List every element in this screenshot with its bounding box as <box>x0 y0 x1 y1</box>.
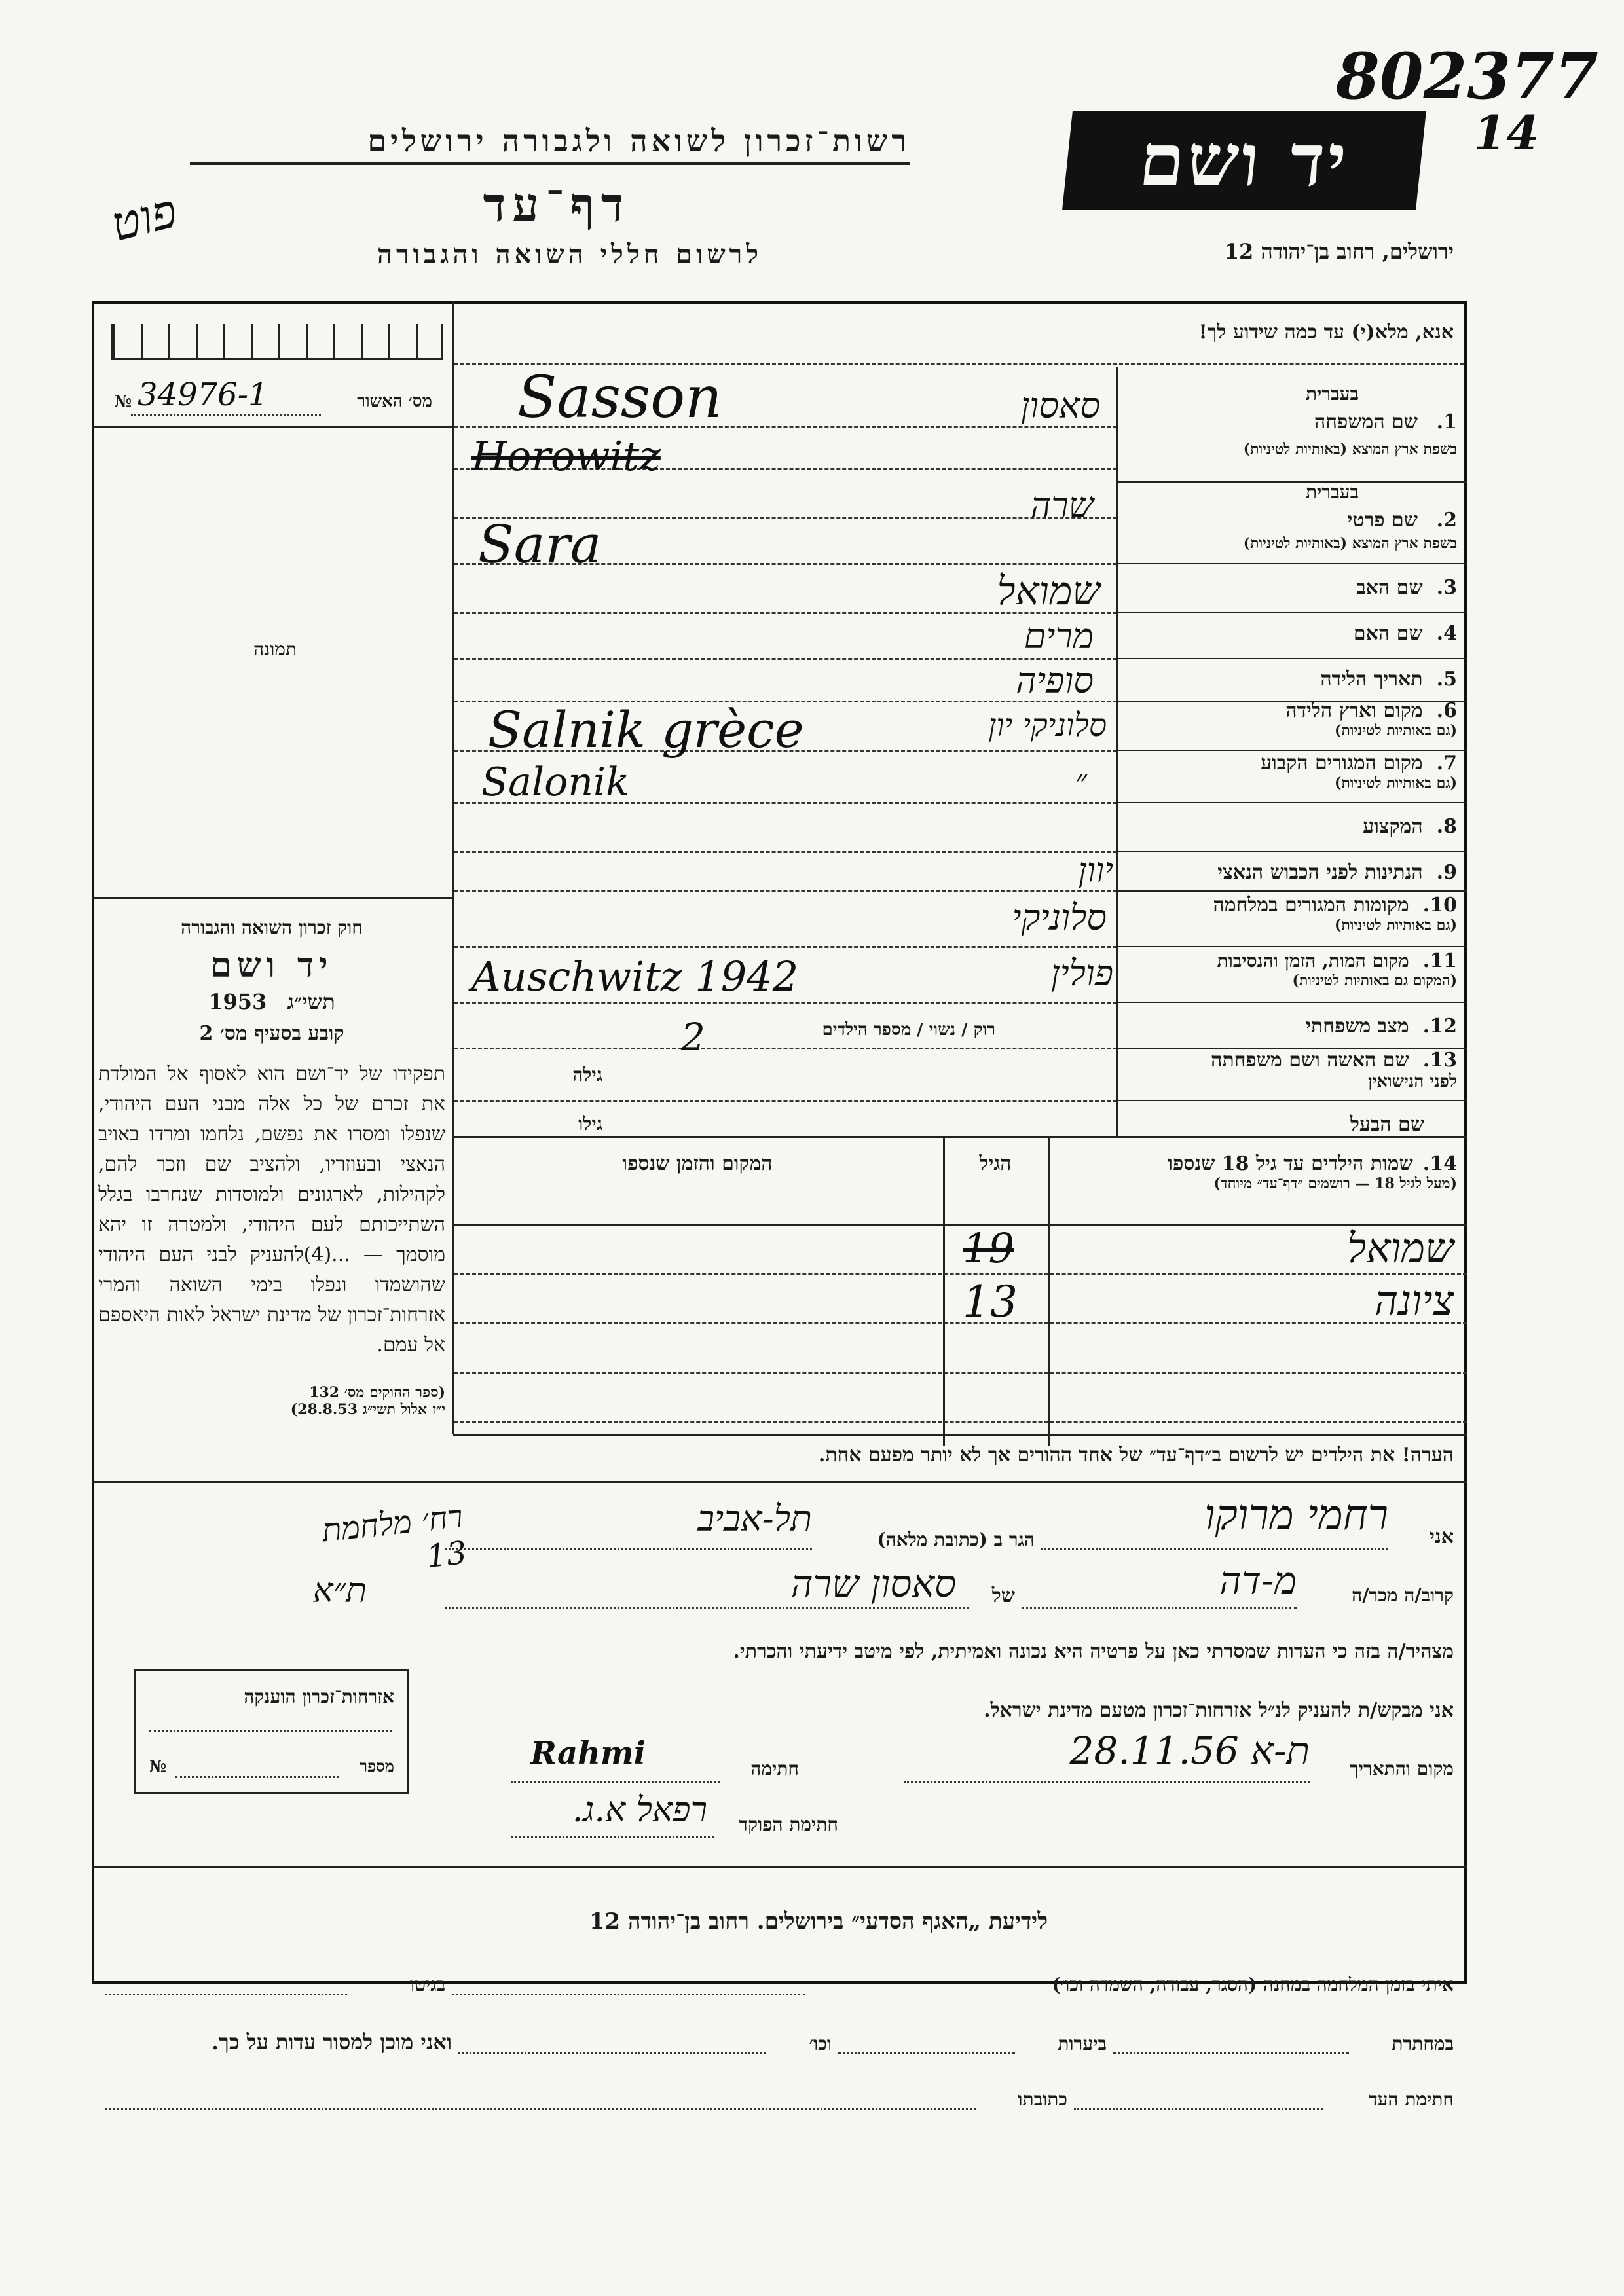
footer-line1-rule <box>452 1994 805 1995</box>
decl-relative-rule <box>1022 1607 1297 1609</box>
field-rule-13 <box>454 1100 1116 1102</box>
field-1-number: 1. <box>1436 410 1457 433</box>
footer-etc-rule <box>458 2052 766 2054</box>
decl-margin-note: ת״א <box>312 1571 367 1611</box>
field-9-number: 9. <box>1436 861 1457 884</box>
field-8-number: 8. <box>1436 815 1457 838</box>
field-13-label: שם האשה ושם משפחתה <box>1211 1049 1409 1072</box>
field-11-value: פולין <box>1050 953 1113 994</box>
field-9-label: הנתינות לפני הכבוש הנאצי <box>1217 861 1423 884</box>
decl-of-rule <box>445 1607 969 1609</box>
label-sep-7 <box>1118 802 1467 803</box>
field-5-value: סופיה <box>1016 660 1094 701</box>
footer-witness-rule <box>1074 2108 1323 2110</box>
field-13-labels <box>1123 1049 1457 1091</box>
children-col-divider-1 <box>943 1138 945 1446</box>
field-8-labels <box>1123 815 1457 838</box>
registration-boxes <box>111 324 443 360</box>
field-11-number: 11. <box>1422 949 1457 972</box>
remark-top-rule <box>453 1434 1467 1436</box>
field-rule-9 <box>454 890 1116 892</box>
left-column-divider <box>452 301 454 1434</box>
label-sep-1 <box>1118 481 1467 483</box>
decl-relative-value: מ-דה <box>1219 1558 1297 1603</box>
field-5-label: תאריך הלידה <box>1320 668 1423 691</box>
decl-officer-label: חתימת הפוקד <box>739 1813 838 1835</box>
field-6-labels <box>1123 699 1457 739</box>
field-12-number: 12. <box>1422 1015 1457 1038</box>
decl-officer-rule <box>511 1836 714 1838</box>
field-2-number: 2. <box>1436 509 1457 532</box>
field-1-latin2: Horowitz <box>471 432 661 480</box>
law-body: תפקידו של יד־ושם הוא לאסוף אל המולדת את זכרם של כל אלה מבני העם היהודי, שנפלו ומסרו את נפשם, נלחמו ומרדו באויב הנאצי ובעוזריו, ולהציב שם וזכר להם, לקהילות, לארגונים ולמוסדות שנחרבו בגלל השתייכותם לעם היהודי, ולמטרה זו יהא מוסמך — ...(4)להעניק לבני העם היהודי שהושמדו ונפלו בימי השואה והמרי אזרחות־זכרון של מדינת ישראל לאות היאספם אל עמם. <box>98 1063 446 1357</box>
label-sep-10 <box>1118 946 1467 947</box>
field-10-sub: (גם באותיות לטיניות) <box>1334 917 1457 934</box>
footer-ghetto: בגיטו <box>409 1974 445 1995</box>
footer-top-rule <box>92 1866 1467 1868</box>
children-rule-1 <box>454 1273 1467 1275</box>
fields-bottom-rule <box>453 1136 1467 1138</box>
decl-of-value: סאסון שרה <box>790 1561 956 1606</box>
field-5-labels <box>1123 668 1457 691</box>
children-note: (מעל לגיל 18 — רושמים ״דף־עד״ מיוחד) <box>1213 1175 1457 1192</box>
field-7-labels <box>1123 752 1457 792</box>
law-year-heb: תשי״ג <box>287 989 335 1014</box>
field-12-label: מצב משפחתי <box>1306 1015 1409 1038</box>
field-rule-12 <box>454 1048 1116 1049</box>
citizenship-sign: № <box>149 1757 167 1776</box>
corner-mark: פוט <box>105 183 183 252</box>
decl-place-date-label: מקום והתאריך <box>1349 1758 1454 1779</box>
label-sep-11 <box>1118 1002 1467 1003</box>
citizenship-number-label: מספר <box>360 1757 394 1776</box>
law-name: יד ושם <box>210 945 333 985</box>
field-12-children-count: 2 <box>681 1015 705 1059</box>
field-3-number: 3. <box>1436 576 1457 599</box>
field-6-value: סלוניקי יון <box>988 707 1107 744</box>
footer-underground-rule <box>1113 2052 1349 2054</box>
law-title: חוק זכרון השואה והגבורה <box>181 917 363 938</box>
law-ref: (ספר החוקים מס׳ 132 <box>309 1384 445 1401</box>
field-4-value: מרים <box>1024 615 1094 657</box>
children-col-divider-2 <box>1048 1138 1050 1446</box>
field-7-label: מקום המגורים הקבוע <box>1261 752 1423 774</box>
field-4-number: 4. <box>1436 622 1457 645</box>
decl-of-label: של <box>991 1584 1015 1607</box>
citizenship-box <box>134 1669 409 1794</box>
field-11-sub: (המקום גם באותיות לטיניות) <box>1292 972 1457 989</box>
field-2-latin: Sara <box>478 514 602 575</box>
stamp-sub: 14 <box>1473 105 1540 160</box>
photo-box-top <box>92 426 453 428</box>
label-sep-6 <box>1118 750 1467 751</box>
footer-address: כתובתו <box>1018 2088 1067 2110</box>
citizenship-rule-1 <box>149 1730 392 1732</box>
field-2-label: שם פרטי <box>1347 509 1418 532</box>
field-2-sub: בשפת ארץ המוצא (באותיות לטיניות) <box>1243 535 1457 552</box>
field-1-tag: בעברית <box>1305 383 1359 405</box>
form-subtitle: לרשום חללי השואה והגבורה <box>377 239 763 270</box>
field-10-value: סלוניקי <box>1012 897 1107 938</box>
label-sep-13 <box>1118 1100 1467 1101</box>
label-sep-4 <box>1118 658 1467 659</box>
remark: הערה! את הילדים יש לרשום ב״דף־עד״ של אחד ההורים אך לא יותר מפעם אחת. <box>818 1444 1454 1467</box>
field-12-labels <box>1123 1015 1457 1038</box>
citizenship-rule-2 <box>175 1776 339 1778</box>
field-13-sub: לפני הנישואין <box>1367 1072 1457 1091</box>
footer-witness-signature: חתימת העד <box>1369 2088 1454 2110</box>
label-sep-3 <box>1118 612 1467 613</box>
child-1-name: שמואל <box>1347 1224 1454 1272</box>
decl-signature-label: חתימה <box>750 1758 799 1779</box>
field-1-hebrew: סאסון <box>1020 385 1100 426</box>
field-6-number: 6. <box>1436 699 1457 722</box>
children-col-place: המקום והזמן שנספו <box>622 1152 773 1175</box>
field-7-number: 7. <box>1436 752 1457 774</box>
field-6-latin: Salnik grèce <box>488 701 804 759</box>
children-title: שמות הילדים עד גיל 18 שנספו <box>1168 1152 1413 1175</box>
field-10-labels <box>1123 894 1457 934</box>
intro-text: אנא, מלא(י) עד כמה שידוע לך! <box>1198 321 1454 344</box>
field-11-latin: Auschwitz 1942 <box>471 953 799 1000</box>
field-7-latin: Salonik <box>481 759 630 805</box>
decl-i-label: אני <box>1430 1525 1454 1548</box>
children-col-age: הגיל <box>979 1152 1012 1175</box>
photo-box-bottom <box>92 897 453 899</box>
footer-underground: במחתרת <box>1392 2033 1454 2054</box>
field-9-labels <box>1123 861 1457 884</box>
label-sep-8 <box>1118 851 1467 852</box>
field-4-label: שם האם <box>1353 622 1423 645</box>
husband-label: שם הבעל <box>1350 1113 1424 1136</box>
decl-officer-value: רפאל א.ג. <box>572 1791 707 1830</box>
law-box <box>98 917 445 1418</box>
form-title: דף־עד <box>483 177 631 232</box>
registration-label: מס׳ האשור <box>357 392 432 411</box>
field-11-label: מקום המות, הזמן והנסיבות <box>1217 950 1409 972</box>
remark-bottom-rule <box>92 1481 1467 1483</box>
decl-addr-value: תל-אביב <box>697 1498 812 1539</box>
law-clause: קובע בסעיף מס׳ 2 <box>199 1022 344 1045</box>
field-3-label: שם האב <box>1356 576 1423 599</box>
law-ref2: י״ז אלול תשי״ג 28.8.53) <box>290 1401 445 1418</box>
field-6-sub: (גם באותיות לטיניות) <box>1334 722 1457 739</box>
footer-forests: ביערות <box>1058 2033 1107 2054</box>
footer-forests-rule <box>838 2052 1015 2054</box>
decl-relative-label: קרוב/ה מכר/ה <box>1352 1584 1454 1606</box>
decl-place-date-rule <box>904 1781 1310 1783</box>
org-name: רשות־זכרון לשואה ולגבורה ירושלים <box>367 123 910 158</box>
footer-ghetto-rule <box>105 1994 347 1995</box>
child-1-age: 19 <box>963 1224 1014 1272</box>
field-9-value: יוון <box>1078 851 1113 890</box>
field-10-label: מקומות המגורים במלחמה <box>1213 894 1409 917</box>
children-number: 14. <box>1422 1152 1457 1175</box>
decl-signature-rule <box>511 1781 720 1783</box>
address: ירושלים, רחוב בן־יהודה 12 <box>1224 239 1454 264</box>
field-1-label: שם המשפחה <box>1314 410 1418 433</box>
stamp-number: 802377 <box>1336 39 1598 113</box>
registration-sign: № <box>115 392 132 410</box>
footer-notice: לידיעת „האגף הסדעי״ בירושלים. רחוב בן־יהודה 12 <box>589 1908 1048 1935</box>
label-sep-2 <box>1118 563 1467 564</box>
logo <box>1062 111 1426 210</box>
decl-request: אני מבקש/ת להעניק לנ״ל אזרחות־זכרון מטעם מדינת ישראל. <box>984 1699 1454 1722</box>
decl-addr-label: הגר ב (כתובת מלאה) <box>877 1529 1035 1550</box>
decl-place-date-value: ת-א 28.11.56 <box>1069 1728 1310 1773</box>
field-rule-11 <box>454 1002 1116 1004</box>
logo-text: יד ושם <box>1135 118 1354 202</box>
field-2-hebrew: שרה <box>1030 484 1094 526</box>
org-name-underline <box>190 162 910 165</box>
decl-addr-rule <box>445 1548 812 1550</box>
law-year: 1953 <box>208 989 267 1014</box>
child-2-age: 13 <box>963 1277 1018 1327</box>
label-sep-9 <box>1118 890 1467 892</box>
photo-label: תמונה <box>253 638 297 660</box>
registration-rule <box>131 414 321 416</box>
decl-statement: מצהיר/ה בזה כי העדות שמסרתי כאן על פרטיה היא נכונה ואמיתית, לפי מיטב ידיעתי והכרתי. <box>733 1640 1454 1663</box>
field-6-label: מקום וארץ הלידה <box>1285 699 1423 722</box>
citizenship-title: אזרחות־זכרון הוענקה <box>244 1686 394 1707</box>
field-1-latin: Sasson <box>517 363 722 431</box>
footer-address-rule <box>105 2108 976 2110</box>
footer-line1: איתי בזמן המלחמה במחנה (הסגר, עבודה, השמדה וכו׳) <box>1052 1974 1454 1995</box>
field-5-number: 5. <box>1436 668 1457 691</box>
field-13-number: 13. <box>1422 1049 1457 1072</box>
husband-labels <box>1123 1113 1457 1136</box>
field-1-sub: בשפת ארץ המוצא (באותיות לטיניות) <box>1243 441 1457 458</box>
field-4-labels <box>1123 622 1457 645</box>
field-12-options: רוק / נשוי / מספר הילדים <box>822 1020 995 1040</box>
field-7-value: ״ <box>1075 763 1087 799</box>
footer-etc: וכו׳ <box>809 2033 832 2054</box>
decl-i-rule <box>1041 1548 1388 1550</box>
children-rule-4 <box>454 1421 1467 1423</box>
husband-age-label: גילו <box>578 1113 602 1135</box>
decl-signature-value: Rahmi <box>530 1735 646 1772</box>
children-rule-3 <box>454 1372 1467 1374</box>
decl-i-value: רחמי מרוקו <box>1204 1491 1388 1540</box>
field-7-sub: (גם באותיות לטיניות) <box>1334 774 1457 792</box>
field-3-labels <box>1123 576 1457 599</box>
children-title-block <box>1051 1152 1457 1192</box>
field-11-labels <box>1123 949 1457 989</box>
field-3-value: שמואל <box>997 568 1100 614</box>
footer-willing: ואני מוכן למסור עדות על כך. <box>211 2030 452 2054</box>
field-8-label: המקצוע <box>1363 815 1423 838</box>
wife-age-label: גילה <box>572 1064 602 1085</box>
decl-addr-extra: רח׳ מלחמת 13 <box>320 1498 469 1576</box>
child-2-name: ציונה <box>1374 1277 1454 1324</box>
field-2-tag: בעברית <box>1305 481 1359 503</box>
registration-value: 34976-1 <box>138 376 268 413</box>
field-rule-10 <box>454 946 1116 948</box>
field-10-number: 10. <box>1422 894 1457 917</box>
